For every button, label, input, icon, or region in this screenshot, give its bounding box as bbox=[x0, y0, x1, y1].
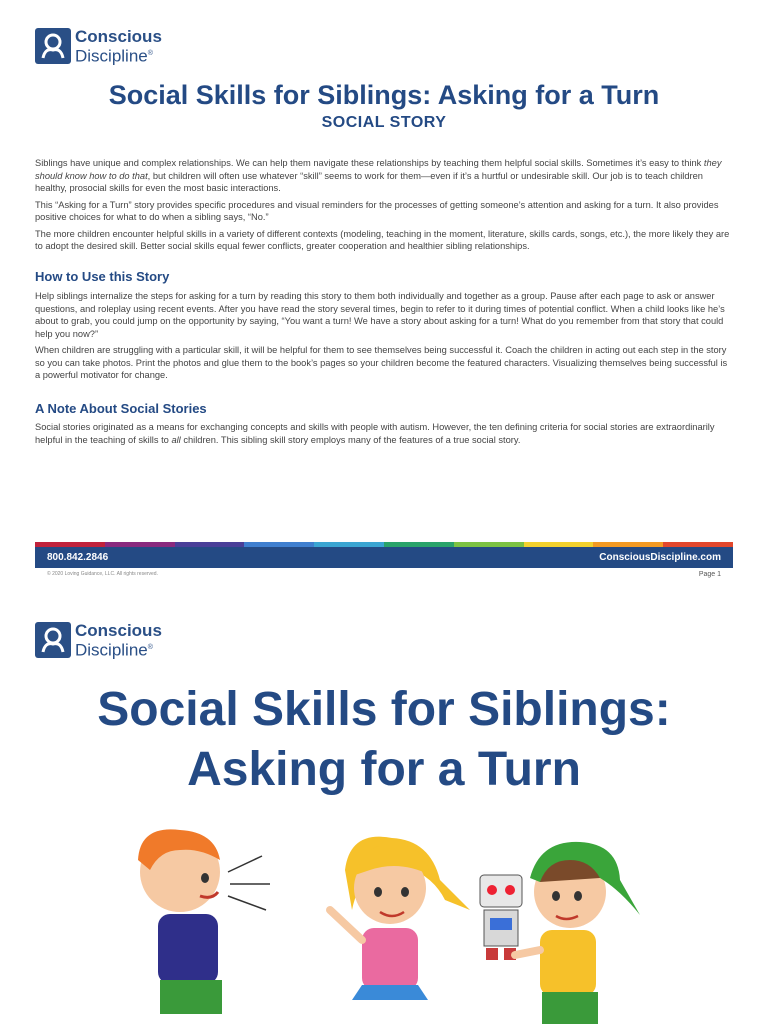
logo-line2: Discipline bbox=[75, 640, 148, 660]
boy-calling-figure bbox=[138, 829, 270, 1014]
cover-title-line2: Asking for a Turn bbox=[187, 743, 581, 796]
note-paragraph-1: Social stories originated as a means for exchanging concepts and skills with people with autism. However, the ten defining criteria for social stories are extraordinarily helpful in the teaching of skills to all children. This sibling skill story employs many of the features of a true social story. bbox=[35, 422, 715, 445]
footer-bar bbox=[35, 547, 733, 568]
registered-mark: ® bbox=[147, 50, 153, 57]
how-paragraph-1: Help siblings internalize the steps for asking for a turn by reading this story to them both individually and together as a group. Pause after each page to ask or answer questions, and roleplay using recent events. After you have read the story several times, begin to refer to it during times of potential conflict. When a child looks like he’s about to grab, you could jump on the opportunity by saying, “You want a turn! We have a story about asking for a turn! What do you remember from that story that could help you now?” bbox=[35, 291, 725, 339]
how-to-heading: How to Use this Story bbox=[35, 269, 170, 284]
intro-paragraph-1: Siblings have unique and complex relationships. We can help them navigate these relationships by teaching them helpful social skills. Sometimes it’s easy to think they should know how to do that, but children will often use whatever “skill” seems to work for them—even if it’s a hurtful or undesirable skill. Our job is to teach children healthy, prosocial skills for even the most basic interactions. bbox=[35, 158, 722, 193]
page-number: Page 1 bbox=[698, 571, 721, 578]
brand-logo bbox=[35, 28, 162, 65]
logo-line1: Conscious bbox=[75, 621, 162, 640]
footer-website-link[interactable]: ConsciousDiscipline.com bbox=[599, 552, 721, 563]
how-paragraph-2: When children are struggling with a particular skill, it will be helpful for them to see themselves being successful it. Coach the children in acting out each step in the story so you can take photos. Print the photos and glue them to the book’s pages so your children become the featured characters. Visualizing themselves being successful is a powerful motivator for change. bbox=[35, 345, 728, 380]
logo-icon bbox=[35, 622, 71, 658]
cover-title-line1: Social Skills for Siblings: bbox=[97, 683, 671, 736]
intro-section bbox=[35, 157, 733, 257]
logo-line1: Conscious bbox=[75, 27, 162, 46]
logo-icon bbox=[35, 28, 71, 64]
note-section bbox=[35, 421, 733, 450]
note-heading: A Note About Social Stories bbox=[35, 401, 207, 416]
logo-wordmark bbox=[75, 28, 162, 65]
boy-with-cap-figure bbox=[515, 842, 640, 1024]
how-to-section bbox=[35, 290, 733, 386]
page-subtitle: SOCIAL STORY bbox=[321, 114, 447, 131]
brand-logo-page2 bbox=[35, 622, 162, 659]
logo-line2: Discipline bbox=[75, 46, 148, 66]
logo-wordmark bbox=[75, 622, 162, 659]
copyright-text: © 2020 Loving Guidance, LLC. All rights reserved. bbox=[47, 571, 158, 577]
cover-title bbox=[0, 680, 768, 800]
intro-paragraph-2: This “Asking for a Turn” story provides specific procedures and visual reminders for the processes of getting someone’s attention and asking for a turn. It also provides positive choices for what to do when a sibling says, “No.” bbox=[35, 199, 719, 222]
intro-paragraph-3: The more children encounter helpful skills in a variety of different contexts (modeling, teaching in the moment, literature, skills cards, songs, etc.), the more likely they are to adopt the desired skill. Better social skills equal fewer conflicts, greater cooperation and healthier sibling relationships. bbox=[35, 228, 730, 251]
registered-mark: ® bbox=[147, 644, 153, 651]
robot-toy-figure bbox=[480, 875, 522, 960]
page-title: Social Skills for Siblings: Asking for a Turn bbox=[108, 80, 660, 110]
children-illustration bbox=[0, 820, 768, 1024]
girl-figure bbox=[330, 837, 470, 1000]
footer-phone: 800.842.2846 bbox=[47, 552, 109, 563]
